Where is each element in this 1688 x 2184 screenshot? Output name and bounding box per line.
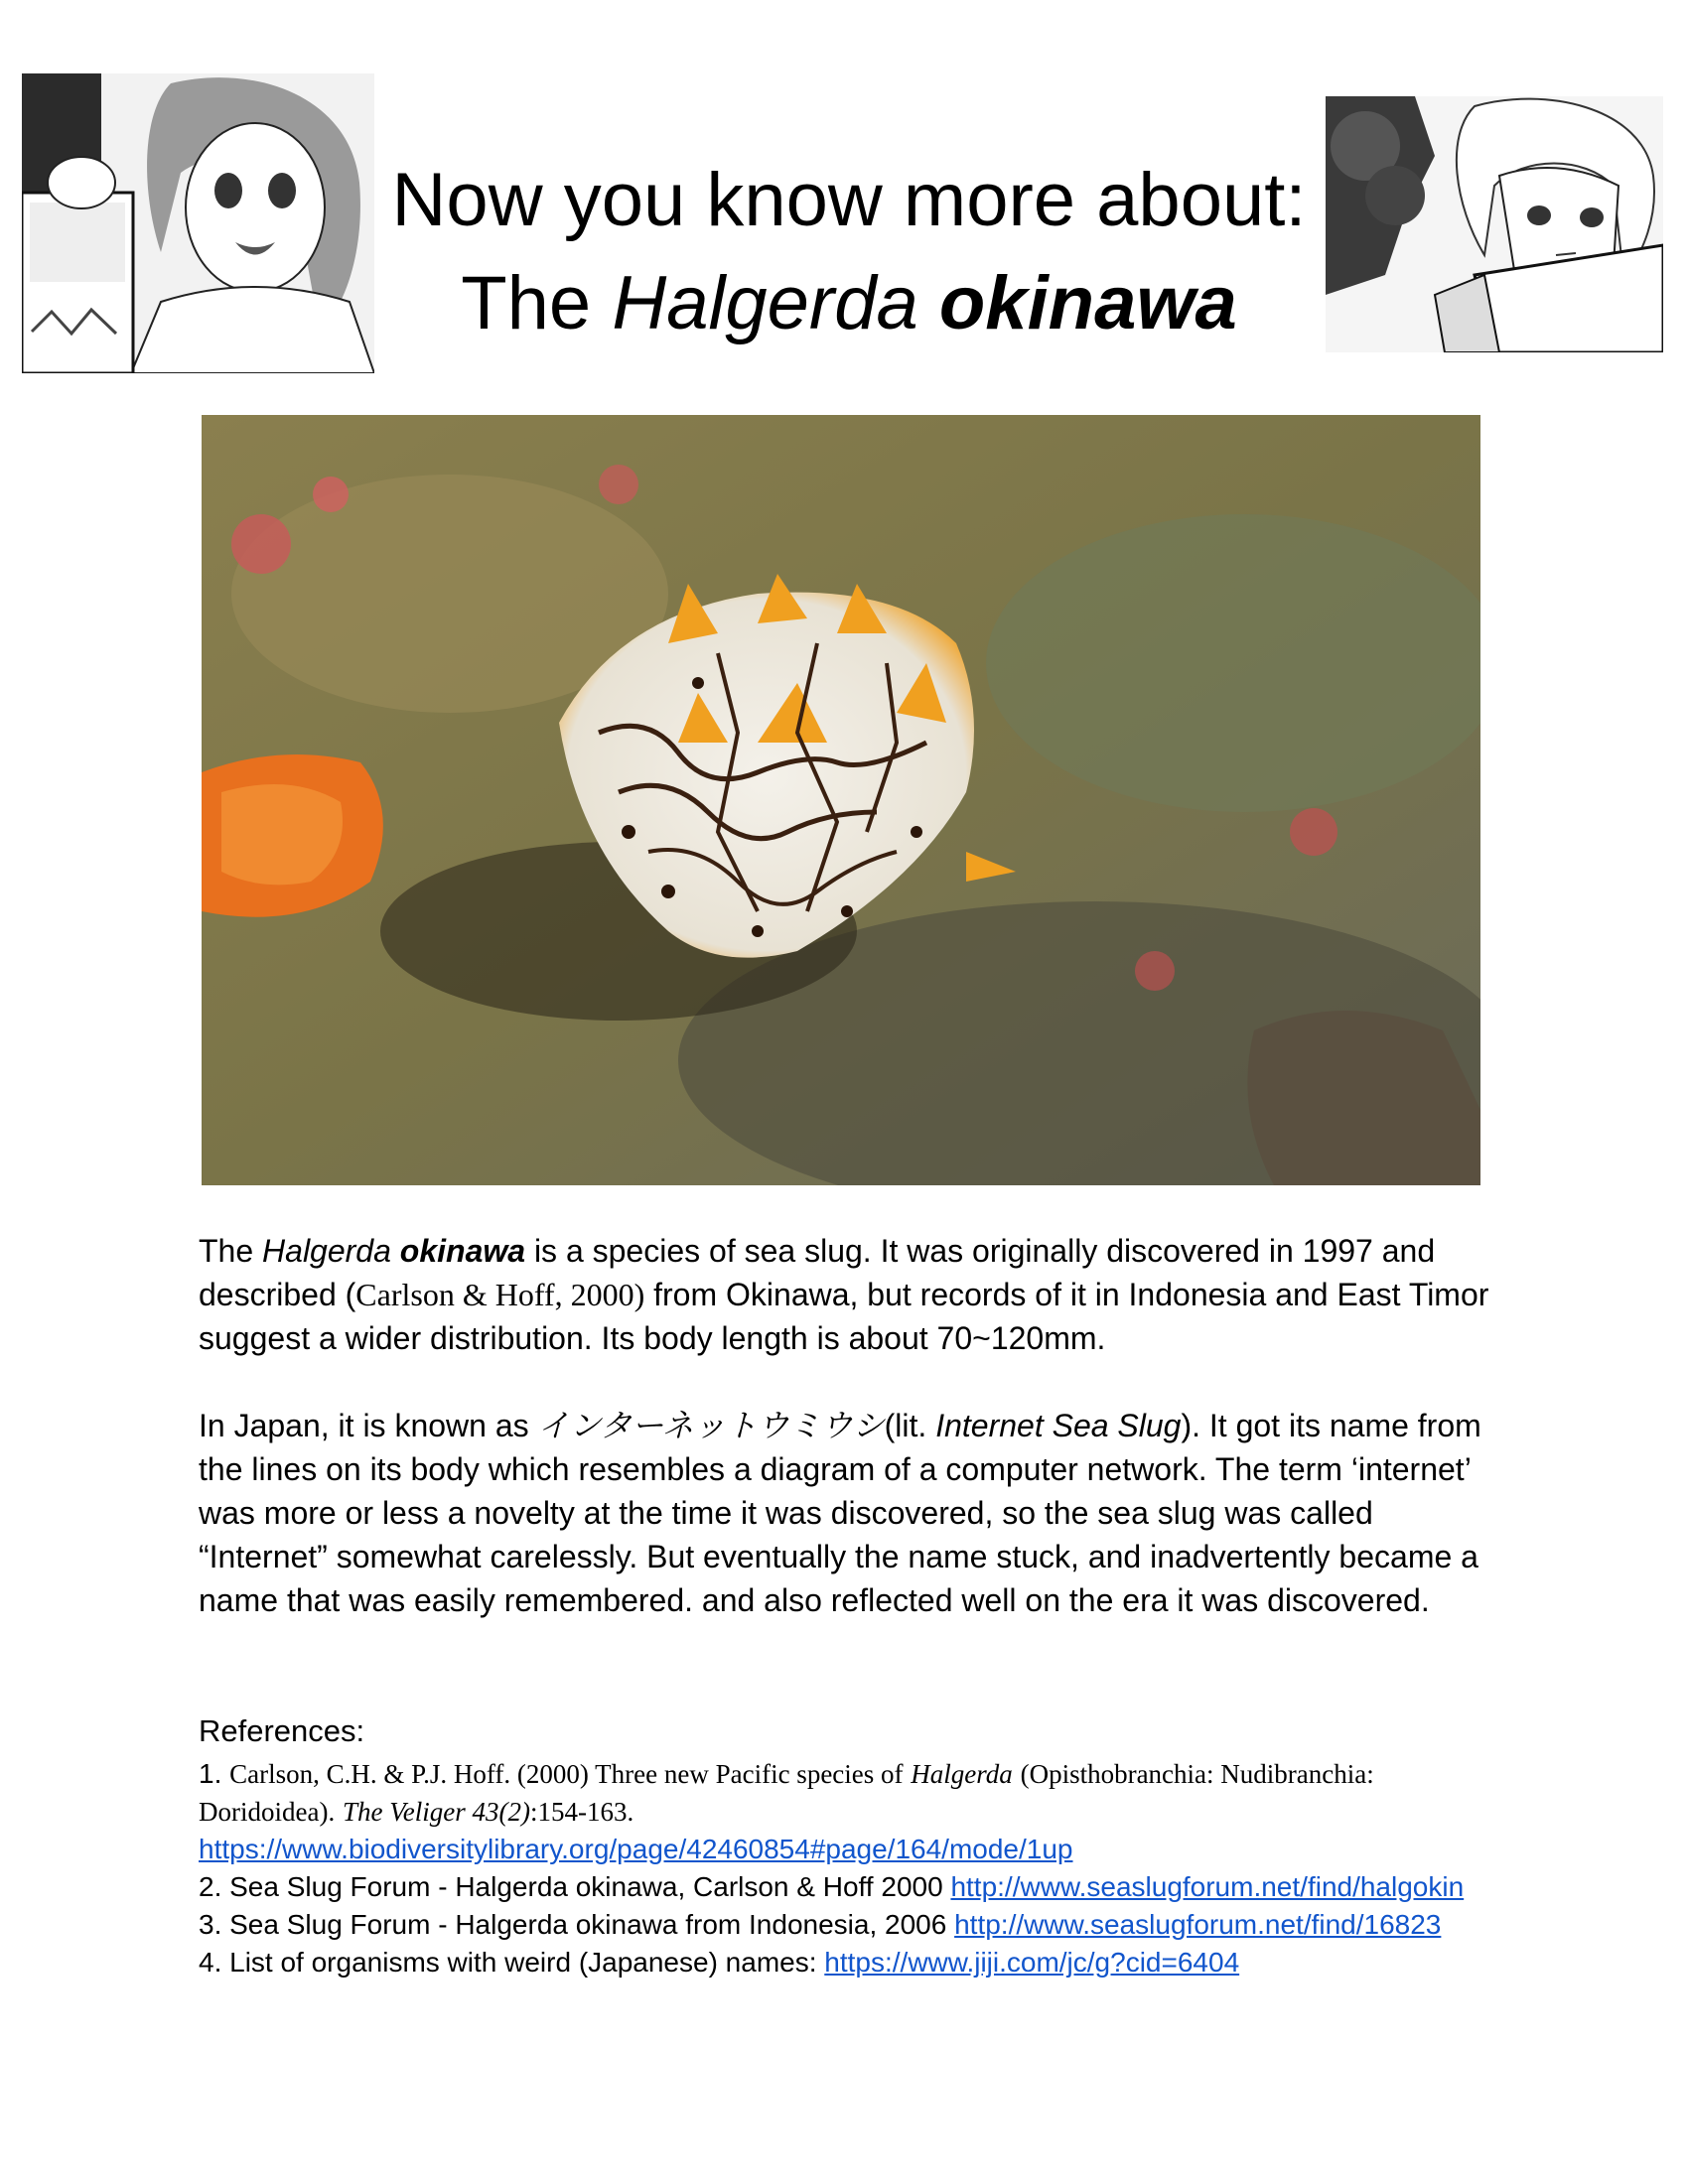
title-genus: Halgerda bbox=[612, 261, 918, 345]
reference-1-classification: (Opisthobranchia: Nudibranchia: bbox=[1020, 1759, 1374, 1789]
p1-the: The bbox=[199, 1233, 254, 1269]
p2-lit-name: Internet Sea Slug bbox=[935, 1408, 1182, 1443]
reference-3-link[interactable]: http://www.seaslugforum.net/find/16823 bbox=[954, 1909, 1442, 1940]
p2-japanese-name: インターネットウミウシ bbox=[537, 1408, 885, 1443]
paragraph-name-origin bbox=[199, 1404, 1489, 1622]
title-the: The bbox=[461, 261, 592, 345]
p1-text-2: from Okinawa, but records of it in Indonesia and East Timor suggest a wider distribution. Its body length is about 70~120mm. bbox=[199, 1277, 1489, 1356]
manga-girl-illustration bbox=[22, 73, 374, 373]
reference-3 bbox=[199, 1906, 1509, 1944]
title-species: okinawa bbox=[938, 261, 1237, 345]
reference-4 bbox=[199, 1944, 1509, 1981]
reference-2 bbox=[199, 1868, 1509, 1906]
title-line-2 bbox=[377, 252, 1321, 355]
sea-slug-photo-drawing bbox=[202, 415, 1480, 1185]
p2-text-2: ). It got its name from the lines on its body which resembles a diagram of a computer network. The term ‘internet’ was more or less a novelty at the time it was discovered, so the sea slug was called “Internet” somewhat carelessly. But eventually the name stuck, and inadvertently became a name that was easily remembered. and also reflected well on the era it was discovered. bbox=[199, 1408, 1481, 1618]
reference-1-genus: Halgerda bbox=[911, 1759, 1013, 1789]
title-line-1: Now you know more about: bbox=[391, 158, 1307, 242]
manga-girl-drawing bbox=[22, 73, 374, 373]
p1-genus: Halgerda bbox=[262, 1233, 391, 1269]
reference-2-text: 2. Sea Slug Forum - Halgerda okinawa, Carlson & Hoff 2000 bbox=[199, 1871, 943, 1902]
reference-1-line-3 bbox=[199, 1831, 1509, 1868]
reference-4-link[interactable]: https://www.jiji.com/jc/g?cid=6404 bbox=[824, 1947, 1240, 1978]
reference-3-text: 3. Sea Slug Forum - Halgerda okinawa from Indonesia, 2006 bbox=[199, 1909, 947, 1940]
p2-text-1: In Japan, it is known as bbox=[199, 1408, 529, 1443]
reference-1-family: Doridoidea). bbox=[199, 1797, 336, 1827]
reference-1-authors: Carlson, C.H. & P.J. Hoff. (2000) Three new Pacific species of bbox=[229, 1759, 904, 1789]
article-body bbox=[199, 1229, 1489, 1622]
paragraph-description bbox=[199, 1229, 1489, 1360]
reference-1-number: 1. bbox=[199, 1758, 222, 1789]
references-section bbox=[199, 1709, 1509, 1981]
reference-1-link[interactable]: https://www.biodiversitylibrary.org/page/42460854#page/164/mode/1up bbox=[199, 1834, 1073, 1864]
reference-4-text: 4. List of organisms with weird (Japanese) names: bbox=[199, 1947, 817, 1978]
p1-species: okinawa bbox=[399, 1233, 526, 1269]
reference-1-line-2 bbox=[199, 1793, 1509, 1831]
p2-lit: (lit. bbox=[884, 1408, 927, 1443]
p1-citation: Carlson & Hoff, 2000) bbox=[355, 1277, 645, 1312]
page-title bbox=[377, 149, 1321, 355]
manga-boy-drawing bbox=[1326, 96, 1663, 352]
halgerda-okinawa-photo bbox=[202, 415, 1480, 1185]
reference-1-pages: :154-163. bbox=[529, 1797, 634, 1827]
reference-1-line-1 bbox=[199, 1755, 1509, 1793]
references-heading: References: bbox=[199, 1713, 365, 1748]
manga-boy-illustration bbox=[1326, 96, 1663, 352]
reference-2-link[interactable]: http://www.seaslugforum.net/find/halgokin bbox=[950, 1871, 1465, 1902]
p1-text-1: is a species of sea slug. It was originally discovered in 1997 and described ( bbox=[199, 1233, 1436, 1312]
reference-1-journal: The Veliger 43(2) bbox=[342, 1797, 530, 1827]
